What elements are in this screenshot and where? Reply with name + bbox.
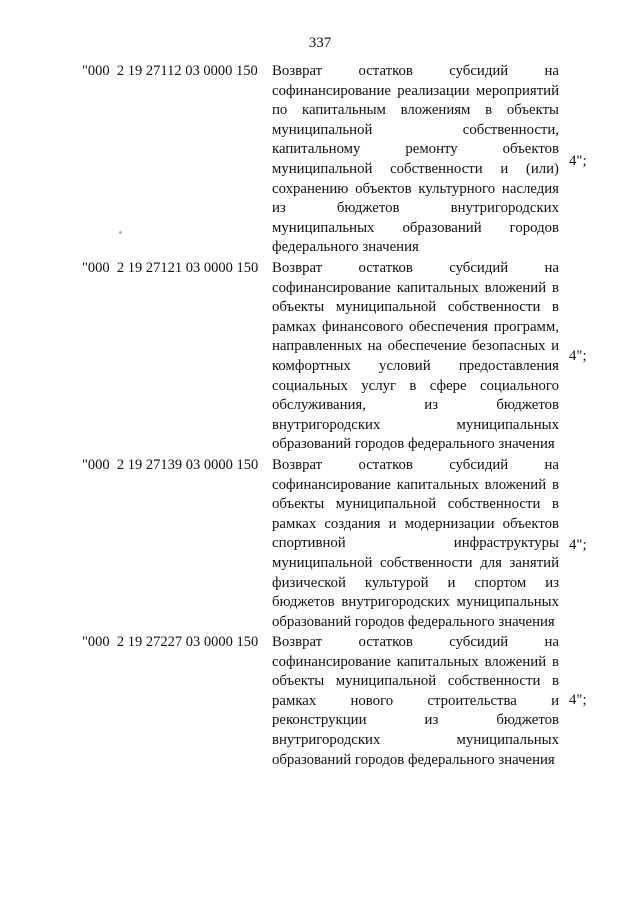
description-line: внутригородских муниципальных [272,731,559,748]
entry-description [272,259,559,455]
budget-code: "000 2 19 27227 03 0000 150 [82,634,259,650]
description-line: образований городов федерального значения [272,613,555,630]
budget-code: "000 2 19 27112 03 0000 150 [82,63,258,79]
description-line: образований городов федерального значения [272,436,555,453]
description-line: капитальному ремонту объектов [272,141,559,158]
description-line: объекты муниципальной собственности в [272,673,559,690]
description-line: сохранению объектов культурного наследия [272,180,559,197]
description-line: софинансирование реализации мероприятий [272,82,559,99]
description-line: объекты муниципальной собственности в [272,496,559,513]
budget-code: "000 2 19 27139 03 0000 150 [82,457,259,473]
entry-amount: 4"; [569,537,587,553]
description-line: Возврат остатков субсидий на [272,457,559,473]
entry-amount: 4"; [569,692,587,708]
description-line: федерального значения [272,239,419,256]
description-line: направленных на обеспечение безопасных и [272,338,559,355]
description-line: из бюджетов внутригородских [272,200,559,217]
description-line: физической культурой и спортом из [272,574,559,591]
budget-entry [0,259,640,459]
description-line: рамках создания и модернизации объектов [272,515,559,532]
description-line: муниципальной собственности, [272,121,559,138]
budget-entry [0,456,640,636]
description-line: рамках финансового обеспечения программ, [272,318,559,335]
budget-code: "000 2 19 27121 03 0000 150 [82,260,259,276]
description-line: Возврат остатков субсидий на [272,260,559,276]
description-line: бюджетов внутригородских муниципальных [272,594,559,611]
description-line: рамках нового строительства и [272,692,559,709]
description-line: социальных услуг в сфере социального [272,377,559,394]
description-line: Возврат остатков субсидий на [272,63,559,79]
description-line: реконструкции из бюджетов [272,712,559,729]
entry-description [272,62,559,258]
entry-description [272,633,559,770]
description-line: образований городов федерального значения [272,751,555,768]
description-line: спортивной инфраструктуры [272,535,559,552]
description-line: комфортных условий предоставления [272,357,559,374]
page-number: 337 [308,35,332,51]
entry-amount: 4"; [569,153,587,169]
description-line: муниципальных образований городов [272,219,559,236]
scan-speck [119,231,122,234]
entry-description [272,456,559,632]
description-line: муниципальной собственности и (или) [272,160,559,177]
budget-entry [0,633,640,773]
description-line: внутригородских муниципальных [272,416,559,433]
budget-entry [0,62,640,262]
description-line: софинансирование капитальных вложений в [272,476,559,493]
description-line: муниципальной собственности для занятий [272,554,559,571]
entry-amount: 4"; [569,348,587,364]
description-line: по капитальным вложениям в объекты [272,102,559,119]
description-line: софинансирование капитальных вложений в [272,653,559,670]
description-line: обслуживания, из бюджетов [272,397,559,414]
description-line: софинансирование капитальных вложений в [272,279,559,296]
description-line: объекты муниципальной собственности в [272,299,559,316]
description-line: Возврат остатков субсидий на [272,634,559,650]
